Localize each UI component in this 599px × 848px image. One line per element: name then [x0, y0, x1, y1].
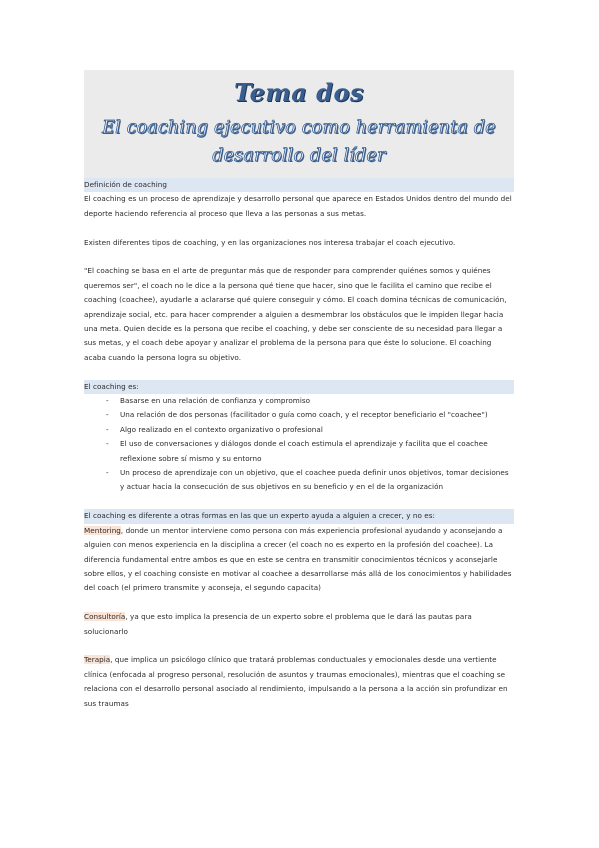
- list-item: - Basarse en una relación de confianza y compromiso: [106, 394, 514, 408]
- mentoring-text: , donde un mentor interviene como persona con más experiencia profesional ayudando y aconsejando a alguien con menos experiencia en la disciplina a crecer (el coach no es experto en la profesión del coachee). La diferencia fundamental entre ambos es que en este se centra en transmitir conocimientos técnicos y aconsejarle sobre ellos, y el coaching consiste en motivar al coachee a desarrollarse más allá de los conocimientos y habilidades del coach (el primero transmite y aconseja, el segundo capacita): [84, 525, 512, 593]
- differences-lead: El coaching es diferente a otras formas en las que un experto ayuda a alguien a crecer, y no es:: [84, 509, 514, 523]
- coaching-is-list: [84, 394, 514, 495]
- subtitle-line-1: El coaching ejecutivo como herramienta de: [102, 118, 496, 138]
- page-title: Tema dos: [234, 78, 364, 107]
- list-item: - El uso de conversaciones y diálogos donde el coach estimula el aprendizaje y facilita que el coachee reflexione sobre sí mismo y su entorno: [106, 437, 514, 466]
- terapia-term: Terapia: [84, 655, 111, 665]
- definition-paragraph-3: "El coaching se basa en el arte de preguntar más que de responder para comprender quiénes somos y quiénes queremos ser", el coach no le dice a la persona qué tiene que hacer, sino que le facilita el camino que recibe el coaching (coachee), ayudarle a aclararse qué quiere conseguir y cómo. El coach domina técnicas de comunicación, aprendizaje social, etc. para hacer comprender a alguien a desmembrar los obstáculos que le impiden llegar hacia una meta. Quien decide es la persona que recibe el coaching, y debe ser consciente de su necesidad para llegar a sus metas, y el coach debe apoyar y analizar el problema de la persona para que éste lo solucione. El coaching acaba cuando la persona logra su objetivo.: [84, 266, 507, 362]
- document-body: [84, 178, 514, 711]
- terapia-paragraph: [84, 653, 514, 711]
- page-subtitle: [84, 114, 514, 170]
- coaching-is-heading: El coaching es:: [84, 380, 514, 394]
- list-item: - Un proceso de aprendizaje con un objetivo, que el coachee pueda definir unos objetivos, tomar decisiones y actuar hacia la consecución de sus objetivos en su beneficio y en el de la organización: [106, 466, 514, 495]
- definition-paragraph-2: Existen diferentes tipos de coaching, y en las organizaciones nos interesa trabajar el coach ejecutivo.: [84, 237, 456, 247]
- terapia-text: , que implica un psicólogo clínico que tratará problemas conductuales y emocionales desde una vertiente clínica (enfocada al progreso personal, resolución de asuntos y traumas emocionales), mientras que el coaching se relaciona con el desarrollo personal asociado al rendimiento, impulsando a la persona a la acción sin profundizar en sus traumas: [84, 655, 508, 708]
- mentoring-term: Mentoring: [84, 525, 121, 535]
- list-item: - Algo realizado en el contexto organizativo o profesional: [106, 423, 514, 437]
- consultoria-term: Consultoría: [84, 612, 126, 622]
- subtitle-line-2: desarrollo del líder: [212, 146, 386, 166]
- consultoria-paragraph: [84, 610, 514, 639]
- title-banner: [84, 70, 514, 178]
- definition-heading: Definición de coaching: [84, 178, 514, 192]
- mentoring-paragraph: [84, 524, 514, 596]
- document-page: [84, 70, 514, 711]
- list-item: - Una relación de dos personas (facilitador o guía como coach, y el receptor beneficiario el "coachee"): [106, 408, 514, 422]
- consultoria-text: , ya que esto implica la presencia de un experto sobre el problema que le dará las pautas para solucionarlo: [84, 612, 472, 636]
- definition-paragraph-1: El coaching es un proceso de aprendizaje y desarrollo personal que aparece en Estados Unidos dentro del mundo del deporte haciendo referencia al proceso que lleva a las personas a sus metas.: [84, 194, 512, 218]
